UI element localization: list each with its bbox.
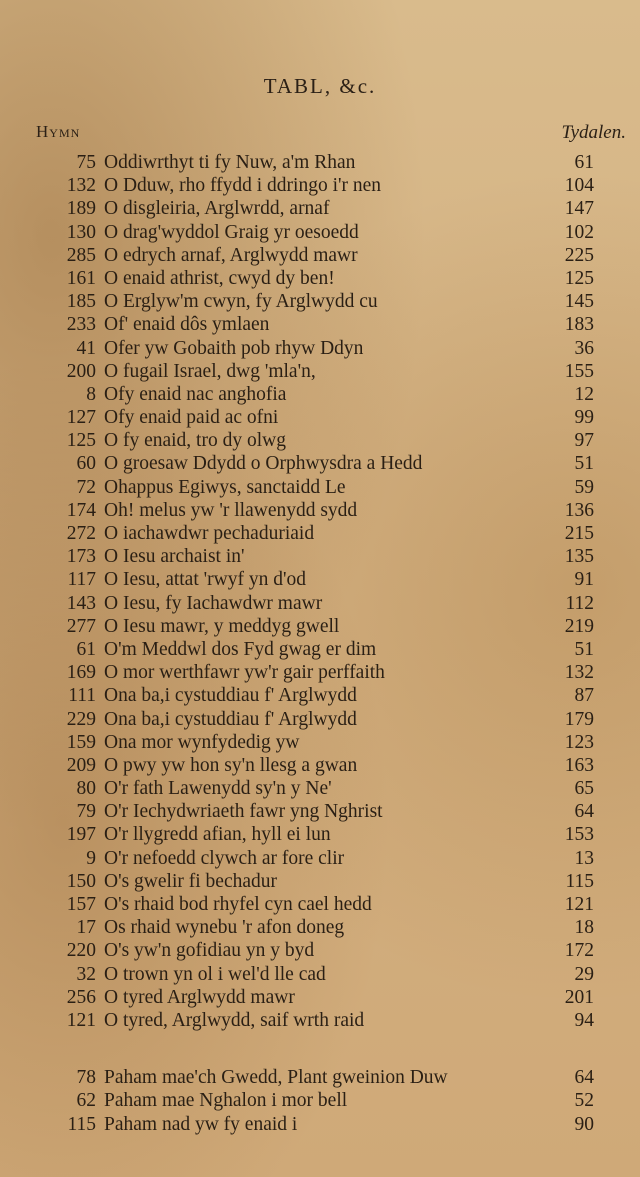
first-line-text: Oddiwrthyt ti fy Nuw, a'm Rhan: [104, 152, 356, 173]
page-number: 64: [574, 1067, 594, 1089]
first-line-text: Ohappus Egiwys, sanctaidd Le: [104, 476, 346, 498]
index-entry: [0, 615, 640, 638]
hymn-number: 121: [66, 1009, 96, 1031]
first-line-text: Paham mae Nghalon i mor bell: [104, 1090, 348, 1112]
page-number: 135: [564, 546, 594, 568]
index-entry: [0, 986, 640, 1009]
hymn-number: 130: [66, 221, 96, 243]
hymn-number: 132: [66, 175, 96, 197]
first-line-text: O Erglyw'm cwyn, fy Arglwydd cu: [104, 291, 378, 313]
hymn-index-list: [0, 151, 640, 1136]
first-line-text: O'r nefoedd clywch ar fore clir: [104, 847, 345, 869]
hymn-number: 8: [86, 383, 96, 405]
hymn-column-header: Hymn: [36, 122, 81, 141]
first-line-text: Ona ba,i cystuddiau f' Arglwydd: [104, 708, 357, 730]
page-number: 13: [574, 847, 594, 869]
hymn-number: 200: [66, 360, 96, 382]
first-line-text: Oh! melus yw 'r llawenydd sydd: [104, 499, 358, 521]
first-line-text: Os rhaid wynebu 'r afon doneg: [104, 917, 345, 939]
first-line-text: O'r llygredd afian, hyll ei lun: [104, 824, 331, 846]
index-entry: [0, 476, 640, 499]
page-number: 115: [565, 870, 594, 892]
page-number: 219: [564, 615, 594, 637]
page-number: 121: [564, 894, 594, 915]
first-line-text: O Iesu mawr, y meddyg gwell: [104, 615, 340, 637]
first-line-text: O iachawdwr pechaduriaid: [104, 523, 315, 544]
first-line-text: Ofy enaid paid ac ofni: [104, 407, 279, 429]
hymn-number: 161: [66, 267, 96, 289]
index-entry: [0, 661, 640, 684]
first-line-text: O's gwelir fi bechadur: [104, 870, 277, 892]
index-entry: [0, 916, 640, 939]
first-line-text: Ona mor wynfydedig yw: [104, 731, 300, 753]
first-line-text: Ofer yw Gobaith pob rhyw Ddyn: [104, 337, 364, 359]
page-number: 179: [564, 708, 594, 730]
page-number: 90: [574, 1113, 594, 1135]
page-number: 215: [564, 523, 594, 544]
index-entry: [0, 383, 640, 406]
index-entry: [0, 777, 640, 800]
hymn-number: 111: [68, 685, 96, 707]
index-entry: [0, 197, 640, 220]
page-number: 201: [564, 986, 594, 1008]
hymn-number: 127: [66, 407, 96, 429]
page-number: 225: [564, 244, 594, 266]
first-line-text: O'r Iechydwriaeth fawr yng Nghrist: [104, 801, 383, 823]
hymn-number: 174: [66, 499, 96, 521]
page-number: 145: [564, 291, 594, 313]
page-number: 153: [564, 824, 594, 846]
index-entry: [0, 267, 640, 290]
page-number: 65: [574, 778, 594, 800]
hymn-number: 229: [66, 708, 96, 730]
page-number: 172: [564, 940, 594, 962]
hymn-number: 117: [67, 569, 96, 591]
first-line-text: O fugail Israel, dwg 'mla'n,: [104, 360, 316, 382]
index-entry: [0, 1113, 640, 1136]
hymn-number: 125: [66, 430, 96, 452]
hymn-number: 79: [76, 801, 96, 823]
hymn-number: 285: [66, 244, 96, 266]
first-line-text: O disgleiria, Arglwrdd, arnaf: [104, 198, 330, 220]
first-line-text: O Iesu archaist in': [104, 546, 245, 568]
page-number: 104: [564, 175, 594, 197]
hymn-number: 115: [67, 1113, 96, 1135]
first-line-text: O tyred, Arglwydd, saif wrth raid: [104, 1009, 365, 1031]
first-line-text: Of' enaid dôs ymlaen: [104, 314, 270, 336]
page-number: 136: [564, 499, 594, 521]
page-number: 123: [564, 731, 594, 753]
page-number: 147: [564, 198, 594, 220]
page-number: 52: [574, 1090, 594, 1112]
index-entry: [0, 638, 640, 661]
first-line-text: O drag'wyddol Graig yr oesoedd: [104, 221, 359, 243]
hymn-number: 173: [66, 546, 96, 568]
page-number: 163: [564, 754, 594, 776]
page-number: 61: [574, 152, 594, 173]
first-line-text: O Iesu, fy Iachawdwr mawr: [104, 592, 323, 614]
index-entry: [0, 1089, 640, 1112]
page-number: 102: [564, 221, 594, 243]
index-entry: [0, 592, 640, 615]
index-entry: [0, 963, 640, 986]
hymn-number: 72: [76, 476, 96, 498]
first-line-text: O Dduw, rho ffydd i ddringo i'r nen: [104, 175, 382, 197]
page-number: 132: [564, 662, 594, 684]
index-entry: [0, 800, 640, 823]
index-entry: [0, 244, 640, 267]
page-number: 183: [564, 314, 594, 336]
section-gap: [0, 1032, 640, 1066]
index-entry: [0, 823, 640, 846]
page-column-header: Tydalen.: [561, 122, 626, 143]
hymn-number: 159: [66, 731, 96, 753]
hymn-number: 272: [66, 523, 96, 544]
hymn-number: 169: [66, 662, 96, 684]
hymn-number: 61: [76, 638, 96, 660]
hymn-number: 62: [76, 1090, 96, 1112]
index-entry: [0, 545, 640, 568]
index-entry: [0, 684, 640, 707]
index-entry: [0, 522, 640, 545]
first-line-text: O's rhaid bod rhyfel cyn cael hedd: [104, 894, 372, 915]
index-entry: [0, 1009, 640, 1032]
hymn-number: 9: [86, 847, 96, 869]
first-line-text: O mor werthfawr yw'r gair perffaith: [104, 662, 385, 684]
hymn-number: 150: [66, 870, 96, 892]
first-line-text: O'm Meddwl dos Fyd gwag er dim: [104, 638, 377, 660]
index-entry: [0, 847, 640, 870]
index-entry: [0, 337, 640, 360]
first-line-text: O trown yn ol i wel'd lle cad: [104, 963, 326, 985]
hymn-number: 41: [76, 337, 96, 359]
hymn-number: 197: [66, 824, 96, 846]
first-line-text: Paham nad yw fy enaid i: [104, 1113, 298, 1135]
index-entry: [0, 870, 640, 893]
first-line-text: Paham mae'ch Gwedd, Plant gweinion Duw: [104, 1067, 448, 1089]
index-entry: [0, 499, 640, 522]
page-number: 51: [574, 453, 594, 475]
index-entry: [0, 731, 640, 754]
first-line-text: O Iesu, attat 'rwyf yn d'od: [104, 569, 306, 591]
first-line-text: Ofy enaid nac anghofia: [104, 383, 287, 405]
hymn-number: 256: [66, 986, 96, 1008]
first-line-text: O fy enaid, tro dy olwg: [104, 430, 286, 452]
index-entry: [0, 939, 640, 962]
first-line-text: Ona ba,i cystuddiau f' Arglwydd: [104, 685, 357, 707]
page-number: 64: [574, 801, 594, 823]
page-number: 59: [574, 476, 594, 498]
page-number: 99: [574, 407, 594, 429]
hymn-number: 220: [66, 940, 96, 962]
index-entry: [0, 406, 640, 429]
index-entry: [0, 754, 640, 777]
index-entry: [0, 708, 640, 731]
hymn-number: 209: [66, 754, 96, 776]
page-number: 18: [574, 917, 594, 939]
hymn-number: 17: [76, 917, 96, 939]
index-entry: [0, 452, 640, 475]
page-number: 112: [565, 592, 594, 614]
page-number: 36: [574, 337, 594, 359]
first-line-text: O edrych arnaf, Arglwydd mawr: [104, 244, 358, 266]
hymn-number: 80: [76, 778, 96, 800]
page-number: 94: [574, 1009, 594, 1031]
index-entry: [0, 1066, 640, 1089]
first-line-text: O'r fath Lawenydd sy'n y Ne': [104, 778, 332, 800]
hymn-number: 78: [76, 1067, 96, 1089]
index-entry: [0, 221, 640, 244]
page-number: 155: [564, 360, 594, 382]
hymn-number: 277: [66, 615, 96, 637]
page-number: 91: [574, 569, 594, 591]
index-entry: [0, 568, 640, 591]
index-entry: [0, 429, 640, 452]
index-entry: [0, 151, 640, 174]
first-line-text: O tyred Arglwydd mawr: [104, 986, 295, 1008]
first-line-text: O's yw'n gofidiau yn y byd: [104, 940, 315, 962]
first-line-text: O groesaw Ddydd o Orphwysdra a Hedd: [104, 453, 423, 475]
first-line-text: O enaid athrist, cwyd dy ben!: [104, 267, 335, 289]
index-entry: [0, 290, 640, 313]
page-number: 125: [564, 267, 594, 289]
index-entry: [0, 313, 640, 336]
hymn-number: 75: [76, 152, 96, 173]
index-entry: [0, 893, 640, 916]
index-entry: [0, 174, 640, 197]
hymn-number: 60: [76, 453, 96, 475]
page-number: 29: [574, 963, 594, 985]
hymn-number: 233: [66, 314, 96, 336]
hymn-number: 143: [66, 592, 96, 614]
hymn-number: 157: [66, 894, 96, 915]
index-entry: [0, 360, 640, 383]
page-number: 97: [574, 430, 594, 452]
page-title: TABL, &c.: [263, 74, 377, 98]
hymn-number: 32: [76, 963, 96, 985]
hymn-number: 185: [66, 291, 96, 313]
first-line-text: O pwy yw hon sy'n llesg a gwan: [104, 754, 358, 776]
hymn-number: 189: [66, 198, 96, 220]
page-number: 51: [574, 638, 594, 660]
page-number: 12: [574, 383, 594, 405]
page-number: 87: [574, 685, 594, 707]
